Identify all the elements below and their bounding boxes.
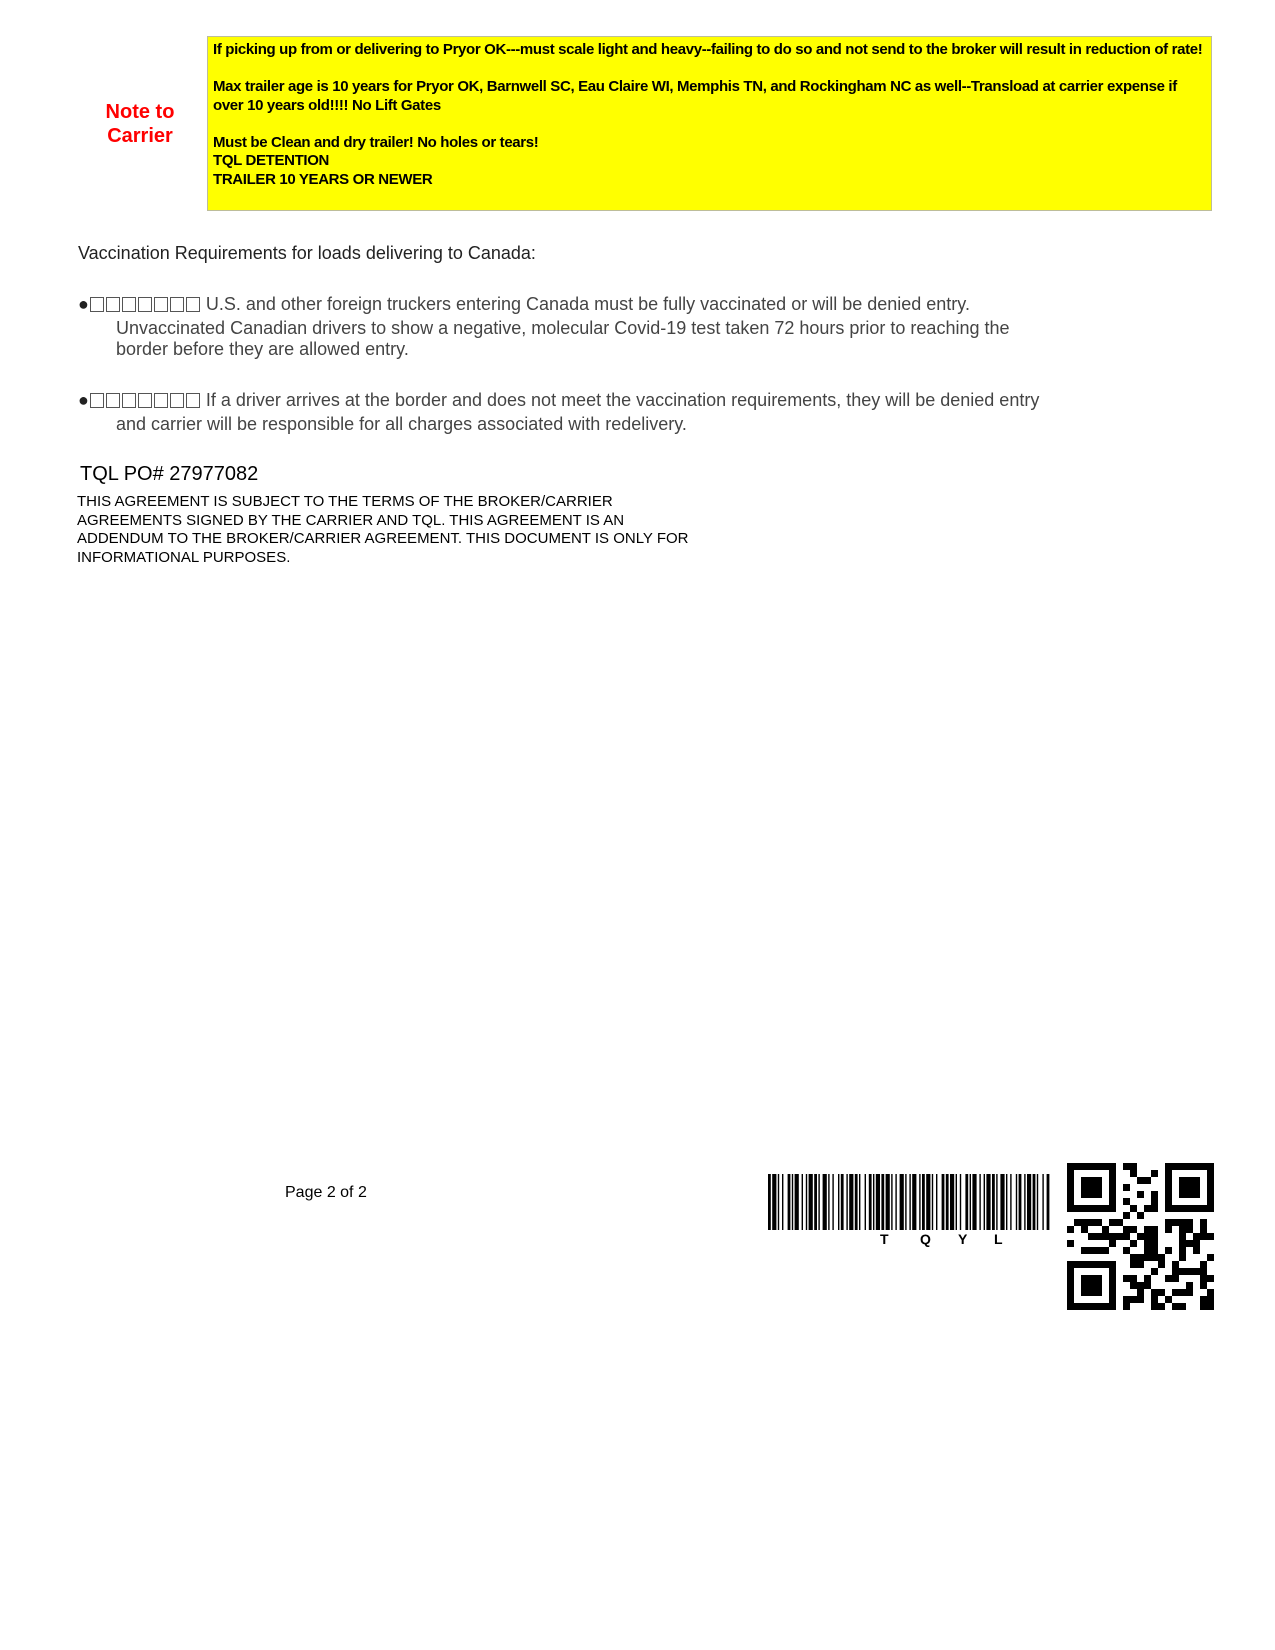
note-line-detention: TQL DETENTION — [213, 152, 330, 169]
note-line-clean-trailer: Must be Clean and dry trailer! No holes or tears! — [213, 133, 539, 151]
note-label-line-1: Note to — [105, 101, 175, 123]
barcode-char: L — [994, 1231, 1003, 1247]
bullet-text-line-1: U.S. and other foreign truckers entering Canada must be fully vaccinated or will be denied entry. — [205, 294, 970, 314]
agreement-line-4: INFORMATIONAL PURPOSES. — [77, 548, 291, 566]
note-line-trailer-age: TRAILER 10 YEARS OR NEWER — [213, 170, 433, 188]
po-number: TQL PO# 27977082 — [80, 463, 259, 485]
missing-glyph-boxes — [90, 392, 202, 414]
barcode-char: Y — [958, 1231, 968, 1247]
note-to-carrier-label — [90, 100, 190, 148]
page-number: Page 2 of 2 — [285, 1184, 367, 1201]
vaccination-bullet — [78, 390, 1078, 435]
agreement-line-3: ADDENDUM TO THE BROKER/CARRIER AGREEMENT. THIS DOCUMENT IS ONLY FOR — [77, 530, 689, 547]
vaccination-bullet — [78, 294, 1078, 361]
barcode-icon — [768, 1174, 1050, 1230]
vaccination-heading: Vaccination Requirements for loads delivering to Canada: — [78, 243, 536, 263]
agreement-line-2: AGREEMENTS SIGNED BY THE CARRIER AND TQL. THIS AGREEMENT IS AN — [77, 511, 625, 529]
bullet-text-line-3: border before they are allowed entry. — [116, 339, 409, 359]
barcode-char: Q — [920, 1231, 931, 1247]
bullet-text-line-1: If a driver arrives at the border and does not meet the vaccination requirements, they will be denied entry — [205, 390, 1040, 410]
agreement-disclaimer — [77, 493, 797, 567]
barcode-char: T — [880, 1231, 889, 1247]
note-label-line-2: Carrier — [107, 125, 173, 147]
carrier-note-box — [207, 36, 1212, 211]
bullet-marker: ● — [78, 294, 89, 314]
bullet-text-line-2: and carrier will be responsible for all charges associated with redelivery. — [116, 413, 687, 434]
missing-glyph-boxes — [90, 296, 202, 318]
note-paragraph-trailer-age: Max trailer age is 10 years for Pryor OK, Barnwell SC, Eau Claire WI, Memphis TN, and Rockingham NC as well--Transload at carrier expense if over 10 years old!!!! No Lift Gates — [213, 78, 1177, 114]
bullet-marker: ● — [78, 390, 89, 410]
agreement-line-1: THIS AGREEMENT IS SUBJECT TO THE TERMS OF THE BROKER/CARRIER — [77, 493, 613, 510]
bullet-text-line-2: Unvaccinated Canadian drivers to show a negative, molecular Covid-19 test taken 72 hours prior to reaching the — [116, 317, 1010, 338]
note-paragraph-requirements — [213, 134, 1205, 190]
note-paragraph-scale: If picking up from or delivering to Pryor OK---must scale light and heavy--failing to do so and not send to the broker will result in reduction of rate! — [213, 41, 1203, 58]
qr-code-icon — [1067, 1163, 1214, 1310]
